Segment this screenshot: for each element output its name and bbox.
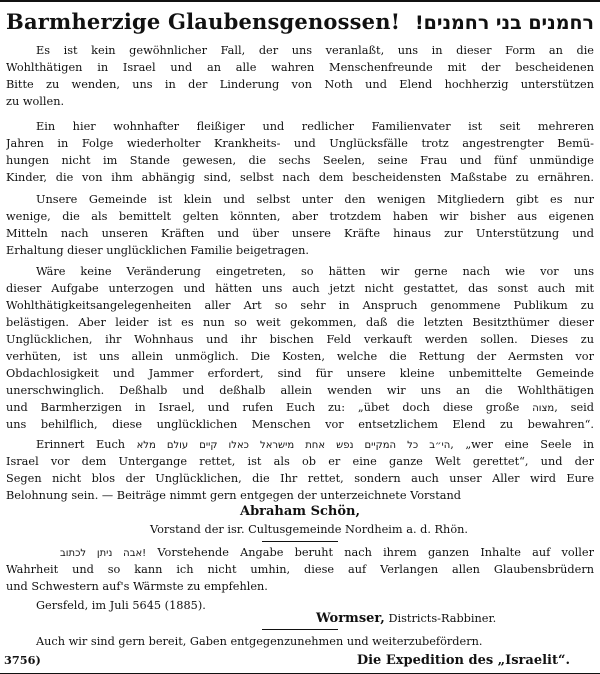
p4-line: Unglücklichen, ihr Wohnhaus und ihr bischen Feld verkauft werden sollen. Dieses zu xyxy=(6,333,594,346)
headline-hebrew: רחמנים בני רחמנים! xyxy=(414,12,594,34)
p2-line: Jahren in Folge wiederholter Krankheits- und Unglücksfälle trotz angestrengter Bemü- xyxy=(6,137,594,150)
p1-line: zu wollen. xyxy=(6,95,65,108)
p3-line: wenige, die als bemittelt gelten könnten, aber trotzdem haben wir bisher aus eigenen xyxy=(6,210,594,223)
p2-line: Ein hier wohnhafter fleißiger und redlicher Familienvater ist seit mehreren xyxy=(36,120,594,133)
hebrew-endorsement: אבה ניתן לכתוב! xyxy=(60,548,147,559)
p4-line: Wäre keine Veränderung eingetreten, so hätten wir gerne nach wie vor uns xyxy=(36,265,594,278)
hebrew-quote: הי״ב כל המקיים נפש אחת מישראל כאלו קיים עולם מלא xyxy=(136,440,451,451)
expedition-signature: Die Expedition des „Israelit“. xyxy=(356,653,570,668)
p4-line: Wohlthätigkeitsangelegenheiten aller Art so sehr in Anspruch genommene Publikum zu xyxy=(6,299,594,312)
p1-line: Wohlthätigen in Israel und an alle wahren Menschenfreunde mit der bescheidenen xyxy=(6,61,594,74)
signatory-name: Abraham Schön, xyxy=(239,504,360,519)
rabbi-signature xyxy=(316,610,496,627)
p2-line: hungen nicht im Stande gewesen, die sechs Seelen, seine Frau und fünf unmündige xyxy=(6,154,594,167)
p5-line-text: , „wer eine Seele in xyxy=(450,438,594,451)
rabbi-name: Wormser, xyxy=(316,611,385,626)
place-date: Gersfeld, im Juli 5645 (1885). xyxy=(36,599,206,612)
endorsement-line: Wahrheit und so kann ich nicht umhin, diese auf Verlangen allen Glaubensbrüdern xyxy=(6,563,594,576)
ad-reference-number: 3756) xyxy=(4,653,41,667)
p1-line: Es ist kein gewöhnlicher Fall, der uns veranlaßt, uns in dieser Form an die xyxy=(36,44,594,57)
expedition-line: Auch wir sind gern bereit, Gaben entgegenzunehmen und weiterzubefördern. xyxy=(36,635,483,648)
p4-line: dieser Aufgabe unterzogen und hätten uns auch jetzt nicht gestattet, das sonst auch mit xyxy=(6,282,594,295)
p4-line: verhüten, ist uns allein unmöglich. Die Kosten, welche die Rettung der Aermsten vor xyxy=(6,350,594,363)
divider xyxy=(262,541,338,542)
signatory-department: Vorstand der isr. Cultusgemeinde Nordheim a. d. Rhön. xyxy=(150,523,468,536)
p5-line-text: Erinnert Euch xyxy=(36,438,126,451)
headline xyxy=(6,4,594,34)
p5-line xyxy=(6,436,594,453)
p5-line: Segen nicht blos der Unglücklichen, die Ihr rettet, sondern auch unser Aller wird Eure xyxy=(6,472,594,485)
p4-line-text: und Barmherzigen in Israel, und rufen Euch zu: „übet doch diese große xyxy=(6,401,520,414)
headline-title: Barmherzige Glaubensgenossen! xyxy=(6,9,401,34)
p4-line: Obdachlosigkeit und Jammer erfordert, sind für unsere kleine unbemittelte Gemeinde xyxy=(6,367,594,380)
p5-line: Israel vor dem Untergange rettet, ist als ob er eine ganze Welt gerettet“, und der xyxy=(6,455,594,468)
p4-line: und Barmherzigen in Israel, und rufen Euch zu: „übet doch diese große מצוה, seid xyxy=(6,401,594,414)
p3-line: Unsere Gemeinde ist klein und selbst unter den wenigen Mitgliedern gibt es nur xyxy=(36,193,594,206)
p4-line: uns behilflich, diese unglücklichen Menschen vor entsetzlichem Elend zu bewahren“. xyxy=(6,418,594,431)
p3-line: Erhaltung dieser unglücklichen Familie beigetragen. xyxy=(6,244,309,257)
rabbi-title: Districts-Rabbiner. xyxy=(388,612,497,625)
p4-line: belästigen. Aber leider ist es nun so weit gekommen, daß die letzten Besitzthümer dieser xyxy=(6,316,594,329)
p3-line: Mitteln nach unseren Kräften und über unsere Kräfte hinaus zur Unterstützung und xyxy=(6,227,594,240)
p4-line: unerschwinglich. Deßhalb und deßhalb allein wenden wir uns an die Wohlthätigen xyxy=(6,384,594,397)
p5-line: Belohnung sein. — Beiträge nimmt gern entgegen der unterzeichnete Vorstand xyxy=(6,489,461,502)
divider xyxy=(262,629,338,630)
p4-line-text: seid xyxy=(570,401,594,414)
p2-line: Kinder, die von ihm abhängig sind, selbst nach dem bescheidensten Maßstabe zu ernähren. xyxy=(6,171,594,184)
endorsement-line-text: Vorstehende Angabe beruht nach ihrem ganzen Inhalte auf voller xyxy=(157,546,594,559)
p1-line: Bitte zu wenden, uns in der Linderung von Noth und Elend hochherzig unterstützen xyxy=(6,78,594,91)
top-rule xyxy=(0,0,600,2)
hebrew-mitzvah: מצוה xyxy=(532,403,555,414)
endorsement-line xyxy=(60,544,594,561)
endorsement-line: und Schwestern auf's Wärmste zu empfehlen. xyxy=(6,580,268,593)
